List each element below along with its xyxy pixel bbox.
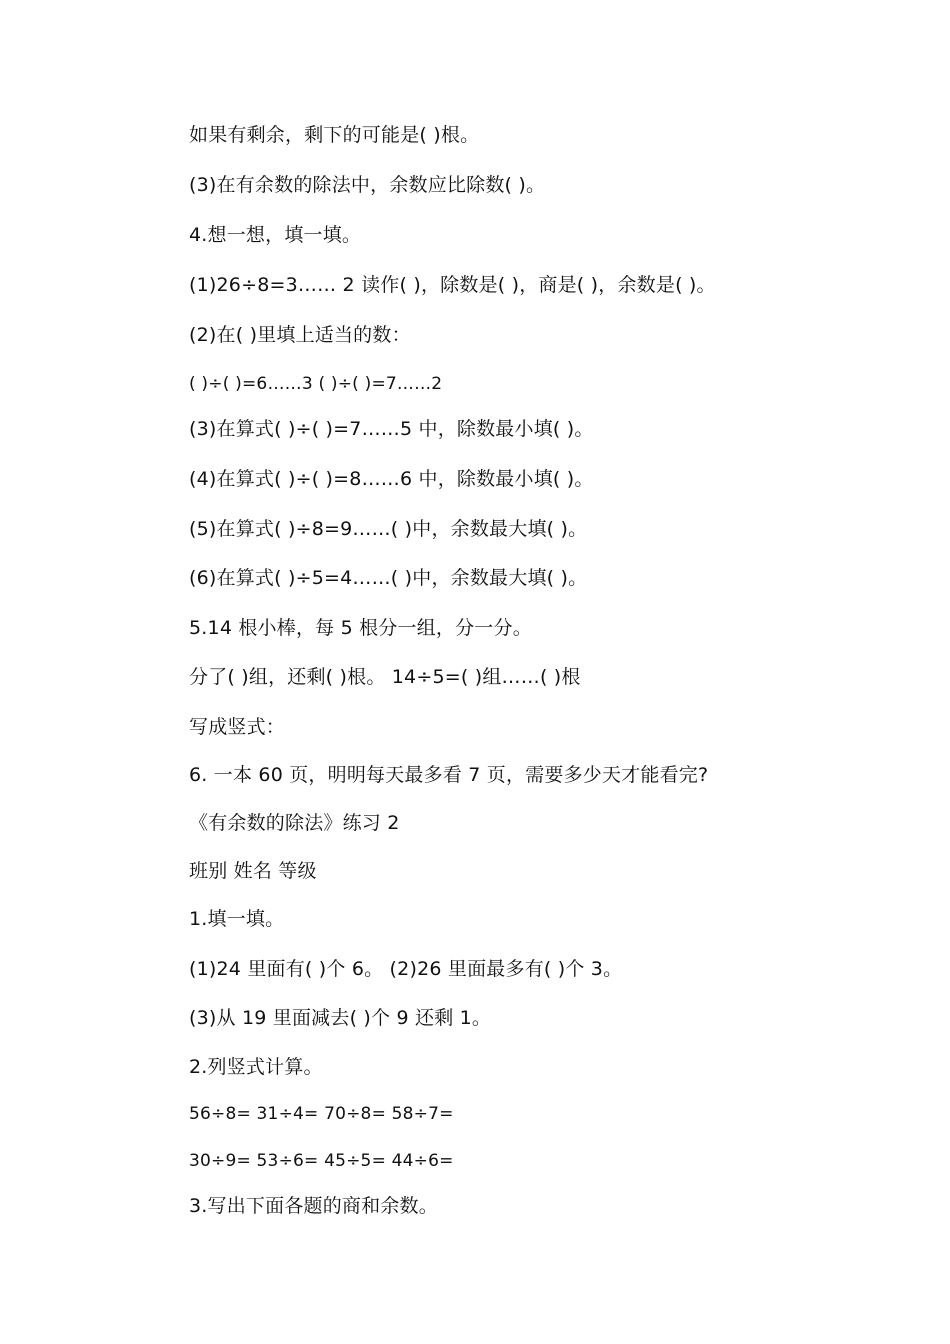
text-line-q4-2: (2)在( )里填上适当的数： <box>189 324 411 346</box>
section-heading-4: 4.想一想，填一填。 <box>189 224 362 246</box>
text-line-q1-1-2: (1)24 里面有( )个 6。 (2)26 里面最多有( )个 3。 <box>189 958 623 980</box>
section-heading-6: 6. 一本 60 页，明明每天最多看 7 页，需要多少天才能看完? <box>189 764 709 786</box>
text-line-q4-3: (3)在算式( )÷( )=7……5 中，除数最小填( )。 <box>189 418 594 440</box>
text-line-calc-row-2: 30÷9= 53÷6= 45÷5= 44÷6= <box>189 1151 454 1171</box>
text-line-remainder-sticks: 如果有剩余，剩下的可能是( )根。 <box>189 124 480 146</box>
text-line-q4-4: (4)在算式( )÷( )=8……6 中，除数最小填( )。 <box>189 468 594 490</box>
text-line-q4-5: (5)在算式( )÷8=9……( )中，余数最大填( )。 <box>189 518 588 540</box>
worksheet-header-fields: 班别 姓名 等级 <box>189 860 317 882</box>
text-line-calc-row-1: 56÷8= 31÷4= 70÷8= 58÷7= <box>189 1104 454 1124</box>
section-heading-1: 1.填一填。 <box>189 908 285 930</box>
text-line-remainder-rule: (3)在有余数的除法中，余数应比除数( )。 <box>189 174 546 196</box>
text-line-q4-6: (6)在算式( )÷5=4……( )中，余数最大填( )。 <box>189 567 588 589</box>
text-line-q4-2-equations: ( )÷( )=6……3 ( )÷( )=7……2 <box>189 374 443 394</box>
worksheet-title: 《有余数的除法》练习 2 <box>189 812 400 834</box>
text-line-q1-3: (3)从 19 里面减去( )个 9 还剩 1。 <box>189 1007 492 1029</box>
text-line-q4-1: (1)26÷8=3…… 2 读作( )，除数是( )，商是( )，余数是( )。 <box>189 274 716 296</box>
section-heading-2: 2.列竖式计算。 <box>189 1056 323 1078</box>
section-heading-3: 3.写出下面各题的商和余数。 <box>189 1195 438 1217</box>
text-line-q5-vertical: 写成竖式： <box>189 716 286 738</box>
text-line-q5-groups: 分了( )组，还剩( )根。 14÷5=( )组……( )根 <box>189 666 581 688</box>
section-heading-5: 5.14 根小棒，每 5 根分一组，分一分。 <box>189 617 532 639</box>
